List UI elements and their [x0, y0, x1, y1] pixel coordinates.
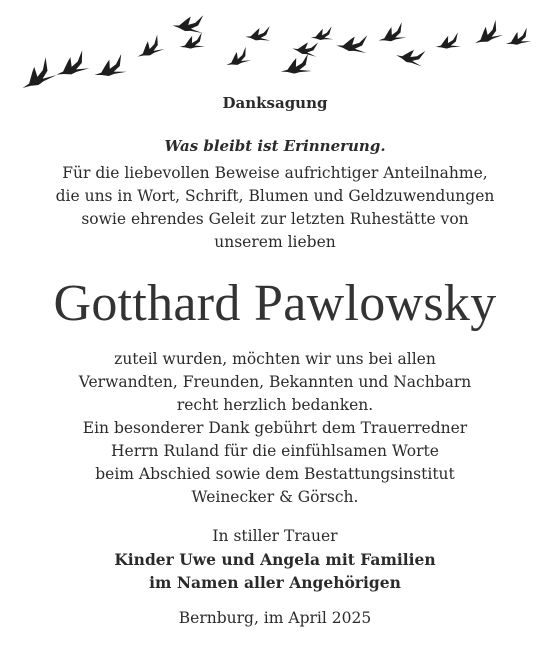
intro-line: sowie ehrendes Geleit zur letzten Ruhestätte von: [81, 210, 469, 228]
intro-line: die uns in Wort, Schrift, Blumen und Geldzuwendungen: [55, 187, 495, 205]
thanks-line: Ein besonderer Dank gebührt dem Trauerredner: [82, 419, 468, 437]
thanks-line: beim Abschied sowie dem Bestattungsinstitut: [95, 465, 455, 483]
motto: Was bleibt ist Erinnerung.: [164, 137, 386, 155]
notice-heading: Danksagung: [222, 94, 328, 112]
deceased-name: Gotthard Pawlowsky: [53, 275, 497, 332]
intro-line: unserem lieben: [214, 233, 336, 251]
signature-block: [0, 525, 550, 594]
notice-body: [0, 90, 550, 630]
place-date: Bernburg, im April 2025: [178, 609, 372, 627]
intro-line: Für die liebevollen Beweise aufrichtiger Anteilnahme,: [62, 164, 488, 182]
thanks-paragraph: [0, 348, 550, 509]
signature-family: Kinder Uwe und Angela mit Familien: [114, 550, 436, 569]
thanks-line: Weinecker & Görsch.: [191, 488, 359, 506]
thanks-line: Herrn Ruland für die einfühlsamen Worte: [111, 442, 439, 460]
flying-cranes-icon: [0, 0, 550, 100]
intro-paragraph: [0, 162, 550, 254]
signature-intro: In stiller Trauer: [212, 527, 338, 545]
thanks-line: Verwandten, Freunden, Bekannten und Nachbarn: [78, 373, 472, 391]
thanks-line: recht herzlich bedanken.: [176, 396, 374, 414]
thanks-line: zuteil wurden, möchten wir uns bei allen: [114, 350, 436, 368]
signature-relatives: im Namen aller Angehörigen: [149, 573, 401, 592]
